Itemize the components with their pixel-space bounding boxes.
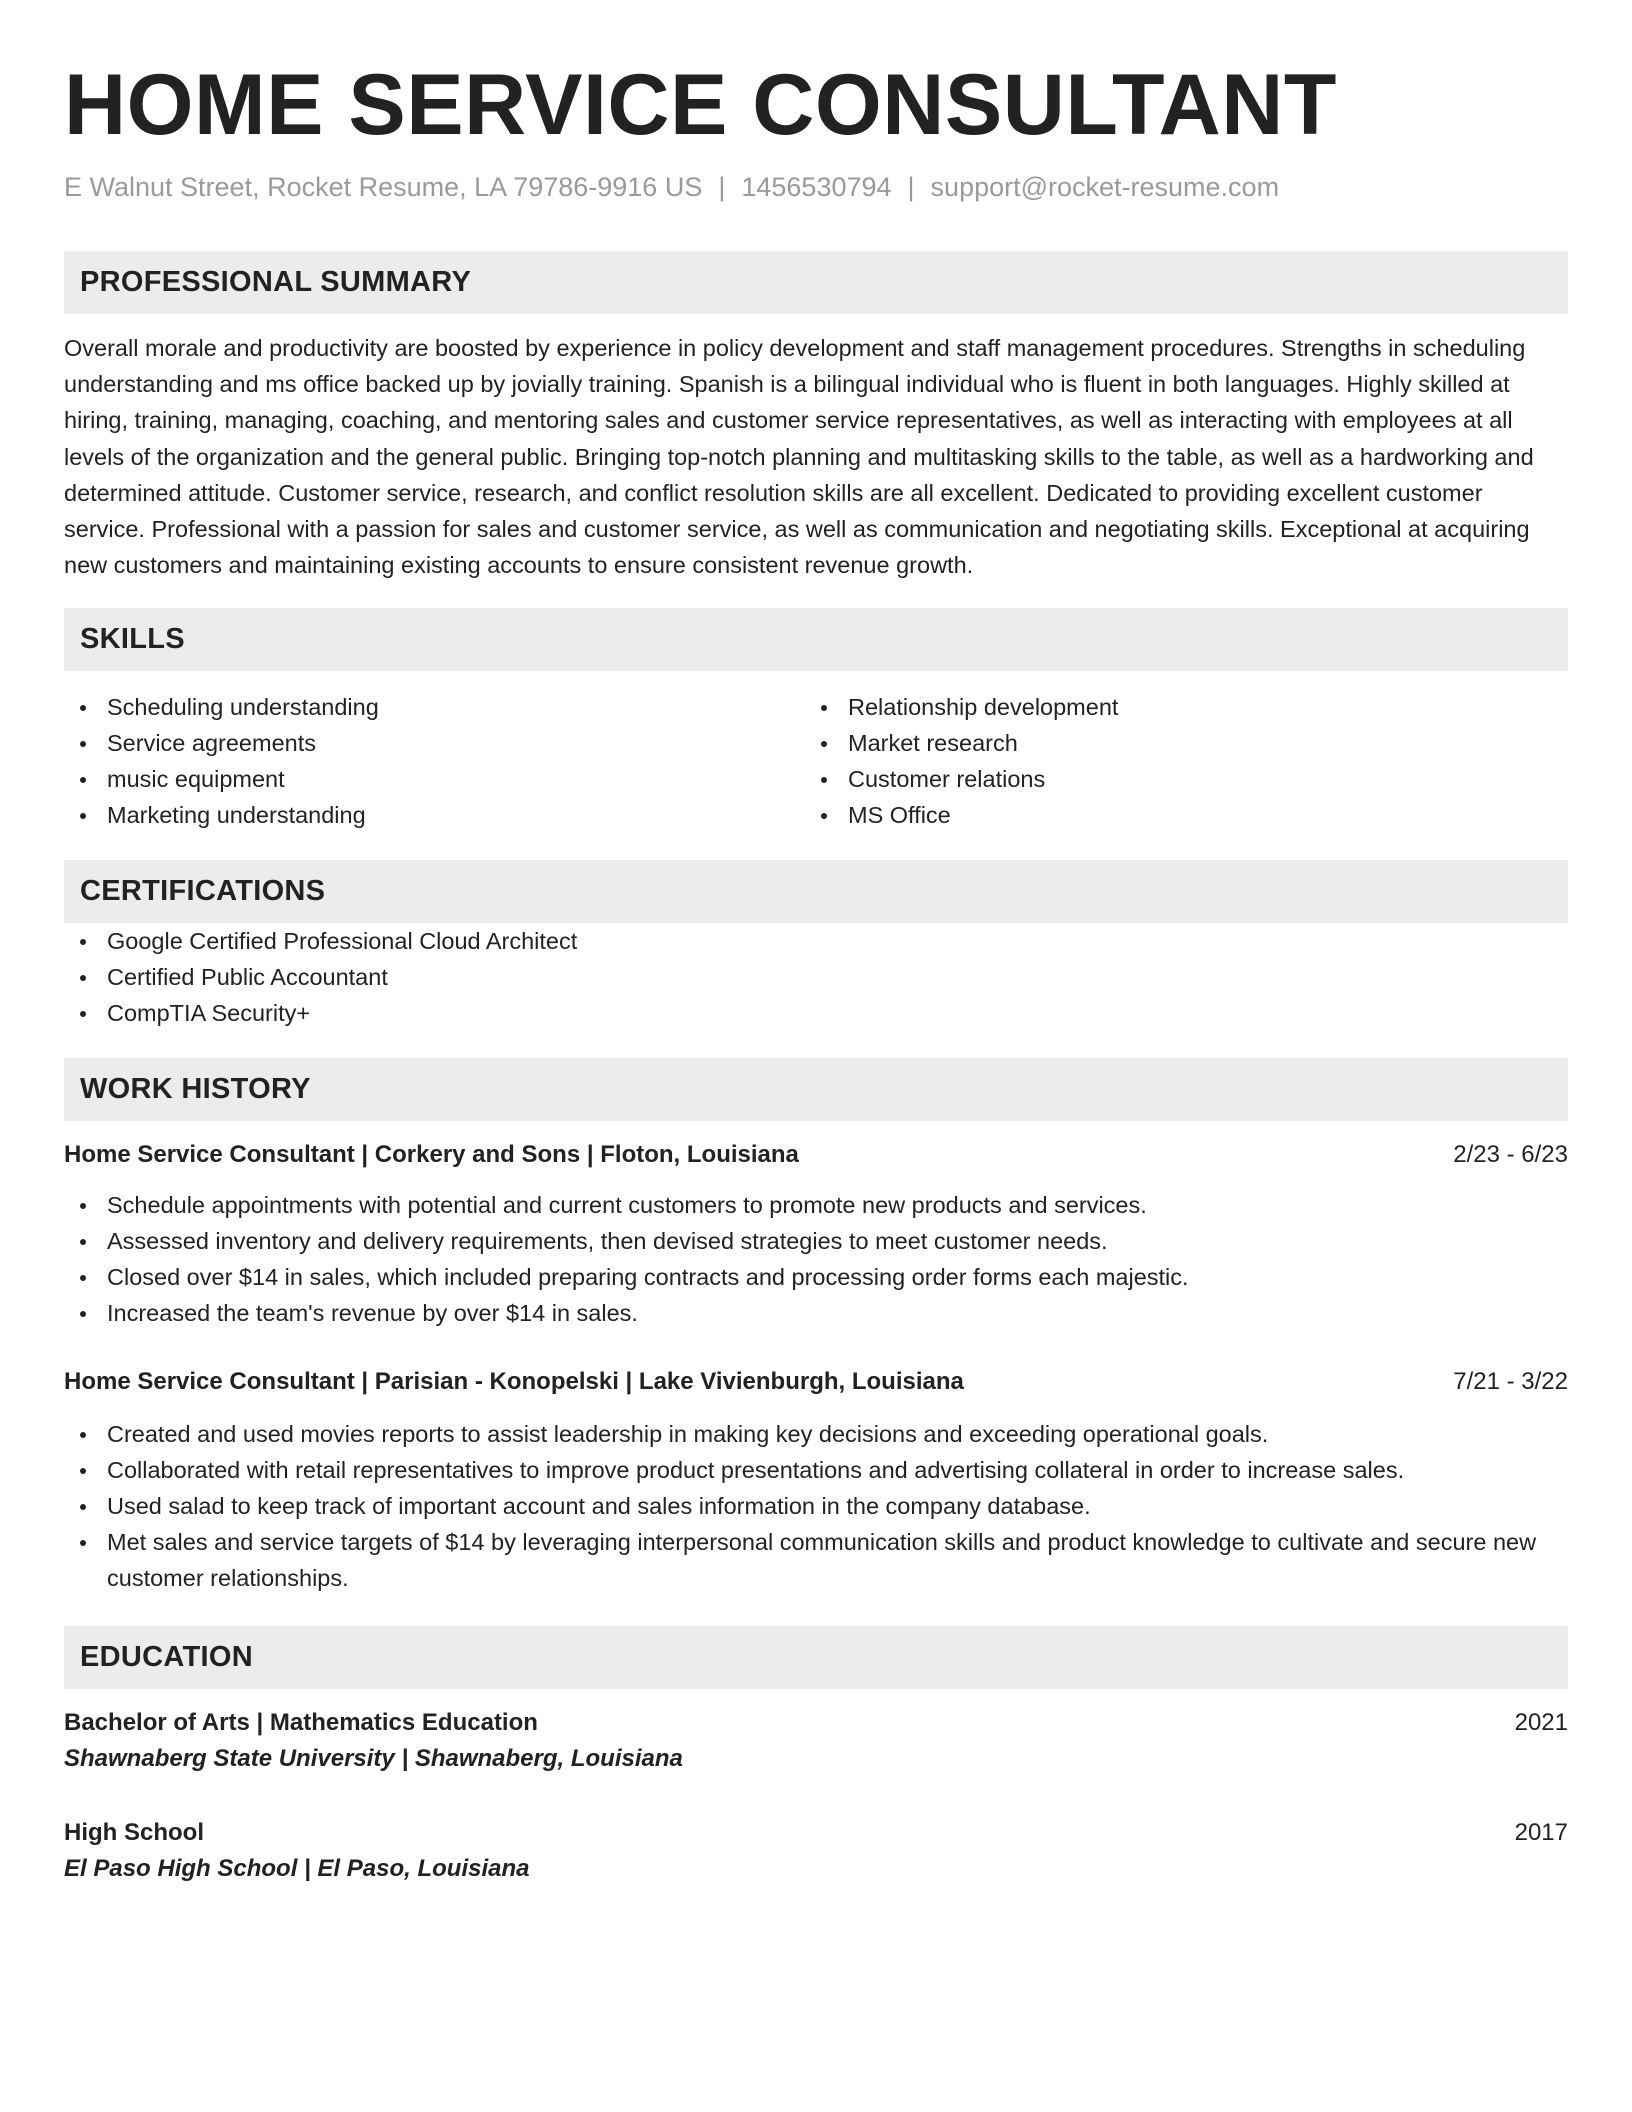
education-entry <box>64 1705 1568 1777</box>
contact-separator: | <box>718 172 726 202</box>
skill-item: Relationship development <box>805 689 1546 725</box>
certification-item: Google Certified Professional Cloud Architect <box>64 923 1568 959</box>
job-duty-item: Used salad to keep track of important account and sales information in the company database. <box>64 1488 1568 1524</box>
job-duty-item: Schedule appointments with potential and current customers to promote new products and services. <box>64 1187 1568 1223</box>
contact-phone: 1456530794 <box>741 172 892 202</box>
job-dates: 2/23 - 6/23 <box>1453 1141 1568 1169</box>
contact-address: E Walnut Street, Rocket Resume, LA 79786-9916 US <box>64 172 703 202</box>
skill-item: MS Office <box>805 797 1546 833</box>
skill-item: Scheduling understanding <box>64 689 805 725</box>
work-entry-header <box>64 1137 1568 1173</box>
education-degree: High School <box>64 1819 204 1847</box>
job-duty-item: Assessed inventory and delivery requirements, then devised strategies to meet customer needs. <box>64 1223 1568 1259</box>
education-entry <box>64 1815 1568 1887</box>
job-dates: 7/21 - 3/22 <box>1453 1368 1568 1396</box>
job-duty-item: Collaborated with retail representatives to improve product presentations and advertising collateral in order to increase sales. <box>64 1452 1568 1488</box>
section-heading-skills: SKILLS <box>64 608 1568 671</box>
contact-separator: | <box>907 172 915 202</box>
contact-email: support@rocket-resume.com <box>930 172 1280 202</box>
section-heading-education: EDUCATION <box>64 1626 1568 1689</box>
certifications-list <box>64 923 1568 1031</box>
skills-column-right <box>805 689 1546 833</box>
job-duty-item: Increased the team's revenue by over $14 in sales. <box>64 1295 1568 1331</box>
work-entry-header <box>64 1364 1568 1400</box>
education-year: 2017 <box>1514 1819 1568 1847</box>
job-duties-list <box>64 1187 1568 1331</box>
job-title: Home Service Consultant | Corkery and Sons | Floton, Louisiana <box>64 1141 799 1169</box>
education-degree: Bachelor of Arts | Mathematics Education <box>64 1709 538 1737</box>
education-school: Shawnaberg State University | Shawnaberg, Louisiana <box>64 1745 683 1773</box>
job-duties-list <box>64 1416 1568 1596</box>
job-duty-item: Closed over $14 in sales, which included preparing contracts and processing order forms each majestic. <box>64 1259 1568 1295</box>
education-year: 2021 <box>1514 1709 1568 1737</box>
skill-item: music equipment <box>64 761 805 797</box>
job-title: Home Service Consultant | Parisian - Konopelski | Lake Vivienburgh, Louisiana <box>64 1368 964 1396</box>
contact-line <box>64 172 1568 203</box>
education-entry-header <box>64 1705 1568 1741</box>
certification-item: CompTIA Security+ <box>64 995 1568 1031</box>
section-heading-summary: PROFESSIONAL SUMMARY <box>64 251 1568 314</box>
education-entry-header <box>64 1815 1568 1851</box>
work-entry <box>64 1137 1568 1331</box>
skills-column-left <box>64 689 805 833</box>
skills-grid <box>64 689 1568 833</box>
work-entry <box>64 1364 1568 1596</box>
education-school: El Paso High School | El Paso, Louisiana <box>64 1855 530 1883</box>
certification-item: Certified Public Accountant <box>64 959 1568 995</box>
skill-item: Customer relations <box>805 761 1546 797</box>
skills-list-right <box>805 689 1546 833</box>
skill-item: Market research <box>805 725 1546 761</box>
summary-text: Overall morale and productivity are boosted by experience in policy development and staff management procedures. Strengths in scheduling understanding and ms office backed up by jovially training. Spanish is a bilingual individual who is fluent in both languages. Highly skilled at hiring, training, managing, coaching, and mentoring sales and customer service representatives, as well as interacting with employees at all levels of the organization and the general public. Bringing top-notch planning and multitasking skills to the table, as well as a hardworking and determined attitude. Customer service, research, and conflict resolution skills are all excellent. Dedicated to providing excellent customer service. Professional with a passion for sales and customer service, as well as communication and negotiating skills. Exceptional at acquiring new customers and maintaining existing accounts to ensure consistent revenue growth. <box>64 335 1534 579</box>
section-heading-certifications: CERTIFICATIONS <box>64 860 1568 923</box>
job-duty-item: Met sales and service targets of $14 by leveraging interpersonal communication skills and product knowledge to cultivate and secure new customer relationships. <box>64 1524 1568 1596</box>
candidate-name: HOME SERVICE CONSULTANT <box>64 57 1337 153</box>
skill-item: Service agreements <box>64 725 805 761</box>
job-duty-item: Created and used movies reports to assist leadership in making key decisions and exceeding operational goals. <box>64 1416 1568 1452</box>
skill-item: Marketing understanding <box>64 797 805 833</box>
section-heading-work-history: WORK HISTORY <box>64 1058 1568 1121</box>
skills-list-left <box>64 689 805 833</box>
